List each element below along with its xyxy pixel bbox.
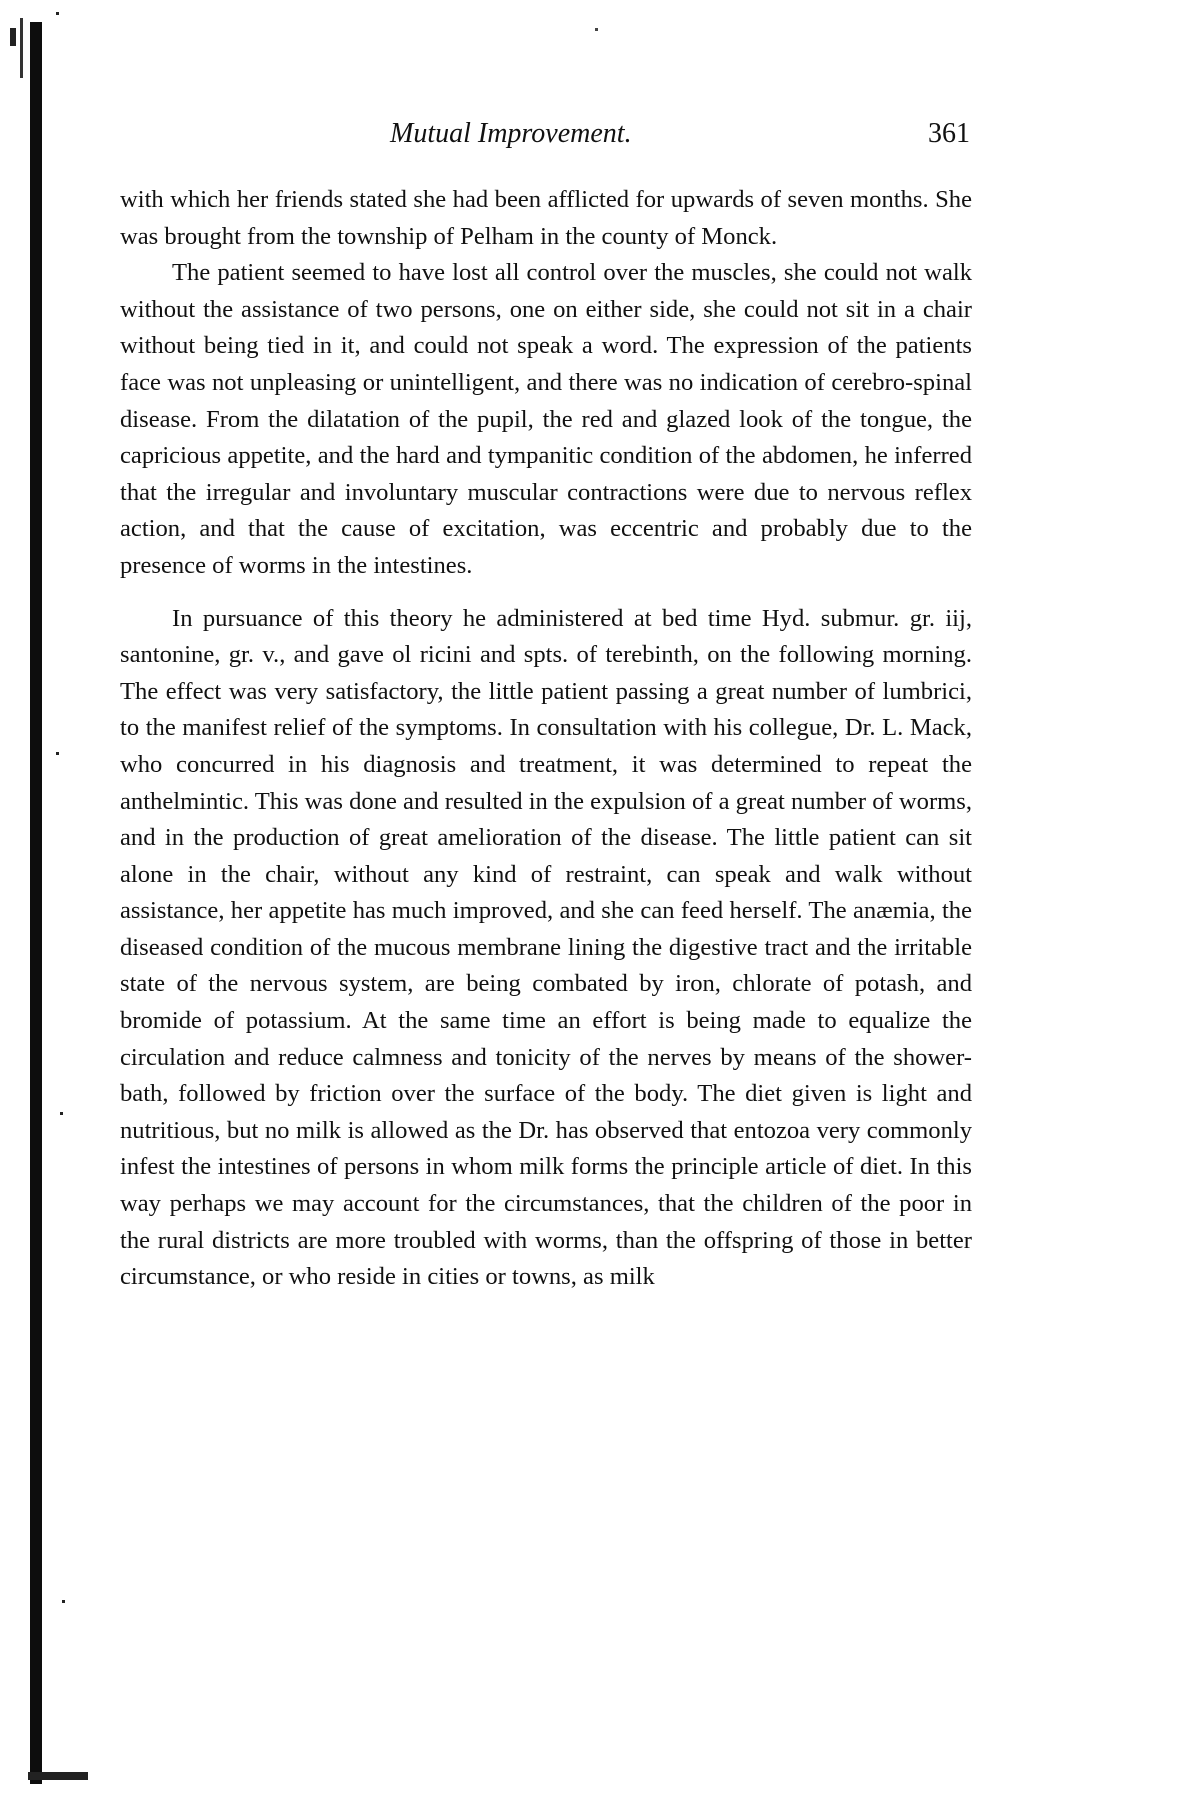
scan-speck [10,28,16,46]
scan-speck [62,1600,65,1603]
binding-shadow [30,22,42,1784]
scan-speck [56,12,59,15]
paragraph: The patient seemed to have lost all control over the muscles, she could not walk without the assistance of two persons, one on either side, she could not sit in a chair without being tied in it, and could not speak a word. The expression of the patients face was not unpleasing or unintelligent, and there was no indication of cerebro-spinal disease. From the dilatation of the pupil, the red and glazed look of the tongue, the capricious appetite, and the hard and tympanitic condition of the abdomen, he inferred that the irregular and involuntary muscular contractions were due to nervous reflex action, and that the cause of excitation, was eccentric and probably due to the presence of worms in the intestines. [120,259,972,579]
running-title: Mutual Improvement. [390,118,632,149]
scan-speck [28,1772,88,1780]
scan-speck [595,28,598,31]
paragraph: with which her friends stated she had been afflicted for upwards of seven months. She was brought from the township of Pelham in the county of Monck. [120,186,972,250]
binding-edge [20,18,23,78]
page-number: 361 [928,118,970,149]
paragraph: In pursuance of this theory he administered at bed time Hyd. submur. gr. iij, santonine, gr. v., and gave ol ricini and spts. of terebinth, on the following morning. The effect was very satisfactory, the little patient passing a great number of lumbrici, to the manifest relief of the symptoms. In consultation with his collegue, Dr. L. Mack, who concurred in his diagnosis and treatment, it was determined to repeat the anthelmintic. This was done and resulted in the expulsion of a great number of worms, and in the production of great amelioration of the disease. The little patient can sit alone in the chair, without any kind of restraint, can speak and walk without assistance, her appetite has much improved, and she can feed herself. The anæmia, the diseased condition of the mucous membrane lining the digestive tract and the irritable state of the nervous system, are being combated by iron, chlorate of potash, and bromide of potassium. At the same time an effort is being made to equalize the circulation and reduce calmness and tonicity of the nerves by means of the shower-bath, followed by friction over the surface of the body. The diet given is light and nutritious, but no milk is allowed as the Dr. has observed that entozoa very commonly infest the intestines of persons in whom milk forms the principle article of diet. In this way perhaps we may account for the circumstances, that the children of the poor in the rural districts are more troubled with worms, than the offspring of those in better circumstance, or who reside in cities or towns, as milk [120,604,972,1291]
body-text [120,182,972,1296]
scan-speck [56,752,59,755]
scan-speck [60,1112,63,1115]
page-header [390,118,970,162]
